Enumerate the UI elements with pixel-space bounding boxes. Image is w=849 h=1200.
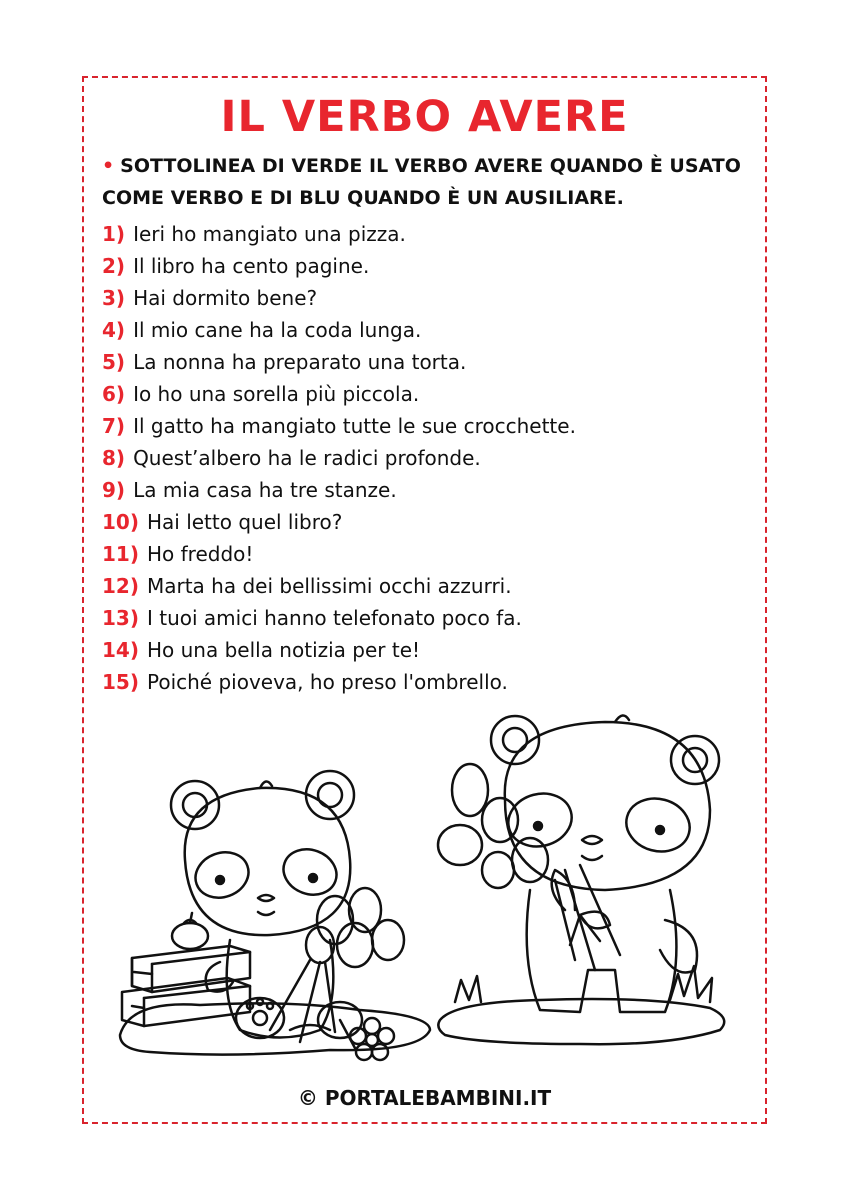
item-text: Io ho una sorella più piccola. — [133, 382, 420, 406]
list-item — [102, 602, 742, 634]
item-number: 9) — [102, 478, 126, 502]
item-number: 1) — [102, 222, 126, 246]
instructions-text: SOTTOLINEA DI VERDE IL VERBO AVERE QUANDO È USATO COME VERBO E DI BLU QUANDO È UN AUSILIARE. — [102, 155, 741, 209]
bullet-icon: • — [102, 155, 115, 177]
item-text: Il mio cane ha la coda lunga. — [133, 318, 422, 342]
list-item — [102, 410, 742, 442]
panda-left — [171, 771, 362, 1038]
list-item — [102, 666, 742, 698]
item-number: 14) — [102, 638, 139, 662]
list-item — [102, 250, 742, 282]
item-text: I tuoi amici hanno telefonato poco fa. — [146, 606, 522, 630]
list-item — [102, 282, 742, 314]
item-text: Poiché pioveva, ho preso l'ombrello. — [146, 670, 508, 694]
daisy-flower — [350, 1018, 394, 1060]
list-item — [102, 442, 742, 474]
item-number: 8) — [102, 446, 126, 470]
item-text: Il gatto ha mangiato tutte le sue crocchette. — [133, 414, 576, 438]
list-item — [102, 218, 742, 250]
list-item — [102, 506, 742, 538]
panda-right — [491, 715, 719, 1012]
item-text: Marta ha dei bellissimi occhi azzurri. — [146, 574, 512, 598]
item-number: 3) — [102, 286, 126, 310]
page-title: IL VERBO AVERE — [220, 92, 629, 142]
item-text: Quest’albero ha le radici profonde. — [133, 446, 481, 470]
item-text: Ho freddo! — [146, 542, 254, 566]
list-item — [102, 538, 742, 570]
footer-credit: © PORTALEBAMBINI.IT — [297, 1086, 552, 1110]
item-text: Ho una bella notizia per te! — [146, 638, 421, 662]
item-number: 5) — [102, 350, 126, 374]
item-number: 2) — [102, 254, 126, 278]
list-item — [102, 314, 742, 346]
list-item — [102, 570, 742, 602]
item-number: 15) — [102, 670, 139, 694]
item-text: Ieri ho mangiato una pizza. — [133, 222, 406, 246]
bouquet-left — [270, 888, 404, 1050]
sentence-list — [102, 218, 742, 698]
item-number: 13) — [102, 606, 139, 630]
panda-coloring-illustration — [110, 700, 740, 1070]
item-text: La mia casa ha tre stanze. — [133, 478, 397, 502]
list-item — [102, 634, 742, 666]
item-number: 7) — [102, 414, 126, 438]
item-number: 10) — [102, 510, 139, 534]
item-number: 4) — [102, 318, 126, 342]
instructions — [102, 150, 762, 214]
list-item — [102, 474, 742, 506]
item-text: La nonna ha preparato una torta. — [133, 350, 467, 374]
item-number: 12) — [102, 574, 139, 598]
list-item — [102, 346, 742, 378]
item-number: 6) — [102, 382, 126, 406]
item-text: Hai dormito bene? — [133, 286, 318, 310]
item-text: Hai letto quel libro? — [146, 510, 343, 534]
list-item — [102, 378, 742, 410]
item-number: 11) — [102, 542, 139, 566]
item-text: Il libro ha cento pagine. — [133, 254, 370, 278]
